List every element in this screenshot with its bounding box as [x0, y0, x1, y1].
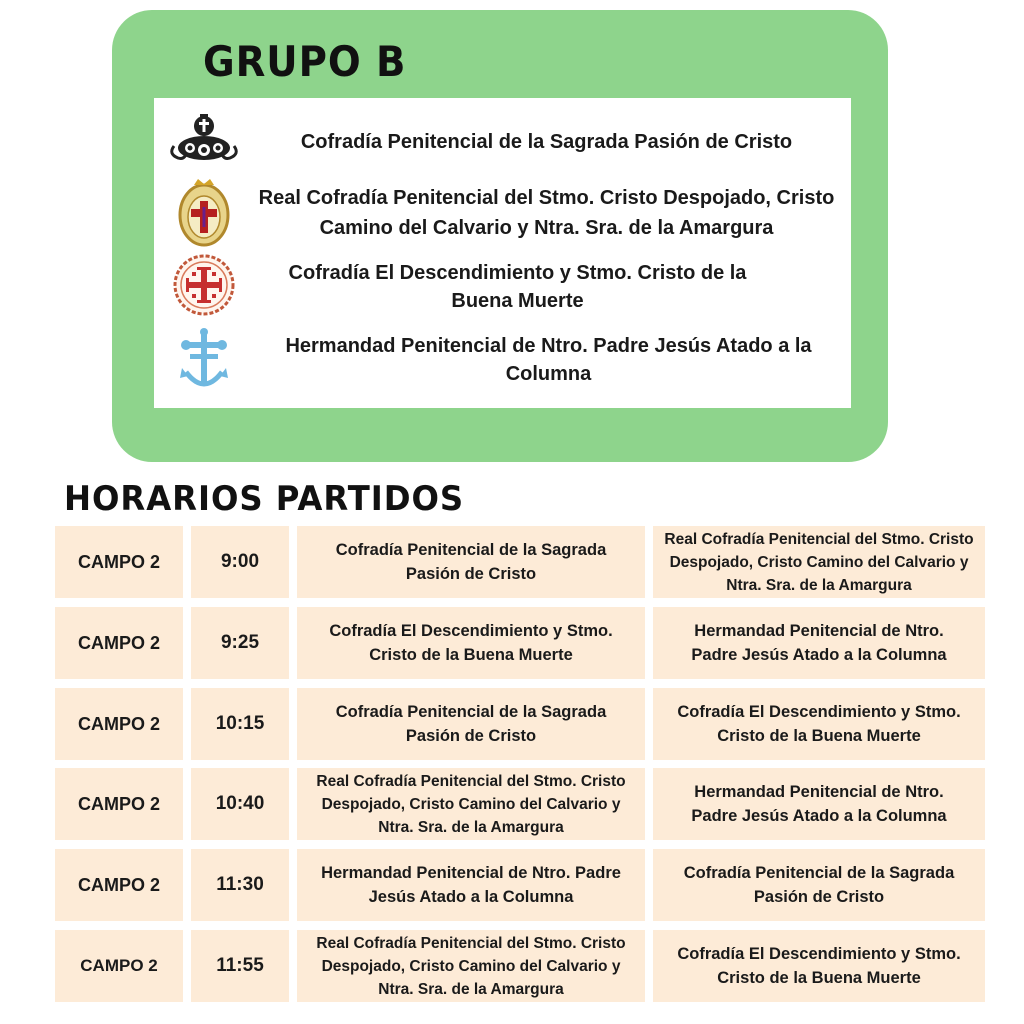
match-row: [55, 930, 985, 1002]
home-team-cell: Real Cofradía Penitencial del Stmo. Cristo Despojado, Cristo Camino del Calvario y Ntra. Sra. de la Amargura: [297, 768, 645, 840]
time-cell: 9:25: [191, 607, 289, 679]
field-cell: CAMPO 2: [55, 526, 183, 598]
team-row: [154, 252, 851, 322]
team-name: Real Cofradía Penitencial del Stmo. Cristo Despojado, Cristo Camino del Calvario y Ntra. Sra. de la Amargura: [258, 187, 835, 239]
home-team-cell: Cofradía Penitencial de la Sagrada Pasión de Cristo: [297, 688, 645, 760]
field-cell: CAMPO 2: [55, 930, 183, 1002]
home-team-cell: Real Cofradía Penitencial del Stmo. Cristo Despojado, Cristo Camino del Calvario y Ntra. Sra. de la Amargura: [297, 930, 645, 1002]
home-team-cell: Cofradía Penitencial de la Sagrada Pasión de Cristo: [297, 526, 645, 598]
home-team-cell: Cofradía El Descendimiento y Stmo. Cristo de la Buena Muerte: [297, 607, 645, 679]
match-row: [55, 688, 985, 760]
match-row: [55, 849, 985, 921]
away-team-cell: Cofradía El Descendimiento y Stmo. Cristo de la Buena Muerte: [653, 930, 985, 1002]
black-crown-cross-emblem-icon: [166, 104, 242, 180]
match-row: [55, 607, 985, 679]
away-team-cell: Cofradía Penitencial de la Sagrada Pasión de Cristo: [653, 849, 985, 921]
away-team-cell: Cofradía El Descendimiento y Stmo. Cristo de la Buena Muerte: [653, 688, 985, 760]
time-cell: 9:00: [191, 526, 289, 598]
home-team-cell: Hermandad Penitencial de Ntro. Padre Jesús Atado a la Columna: [297, 849, 645, 921]
schedule-title: HORARIOS PARTIDOS: [64, 479, 465, 519]
away-team-cell: Real Cofradía Penitencial del Stmo. Cristo Despojado, Cristo Camino del Calvario y Ntra. Sra. de la Amargura: [653, 526, 985, 598]
team-name: Cofradía El Descendimiento y Stmo. Cristo de la Buena Muerte: [288, 262, 747, 312]
team-row: [154, 326, 851, 398]
away-team-cell: Hermandad Penitencial de Ntro. Padre Jesús Atado a la Columna: [653, 768, 985, 840]
team-row: [154, 110, 851, 174]
gold-oval-red-cross-shield-icon: [166, 174, 242, 250]
match-row: [55, 526, 985, 598]
group-team-list: [154, 98, 851, 408]
field-cell: CAMPO 2: [55, 768, 183, 840]
time-cell: 11:55: [191, 930, 289, 1002]
time-cell: 11:30: [191, 849, 289, 921]
match-row: [55, 768, 985, 840]
field-cell: CAMPO 2: [55, 688, 183, 760]
time-cell: 10:40: [191, 768, 289, 840]
blue-cross-anchor-icon: [166, 324, 242, 400]
away-team-cell: Hermandad Penitencial de Ntro. Padre Jesús Atado a la Columna: [653, 607, 985, 679]
team-name: Hermandad Penitencial de Ntro. Padre Jesús Atado a la Columna: [285, 335, 812, 385]
field-cell: CAMPO 2: [55, 607, 183, 679]
team-row: [154, 178, 851, 248]
group-title: GRUPO B: [203, 37, 407, 86]
field-cell: CAMPO 2: [55, 849, 183, 921]
time-cell: 10:15: [191, 688, 289, 760]
jerusalem-cross-wreath-icon: [166, 247, 242, 323]
team-name: Cofradía Penitencial de la Sagrada Pasión de Cristo: [300, 131, 793, 153]
